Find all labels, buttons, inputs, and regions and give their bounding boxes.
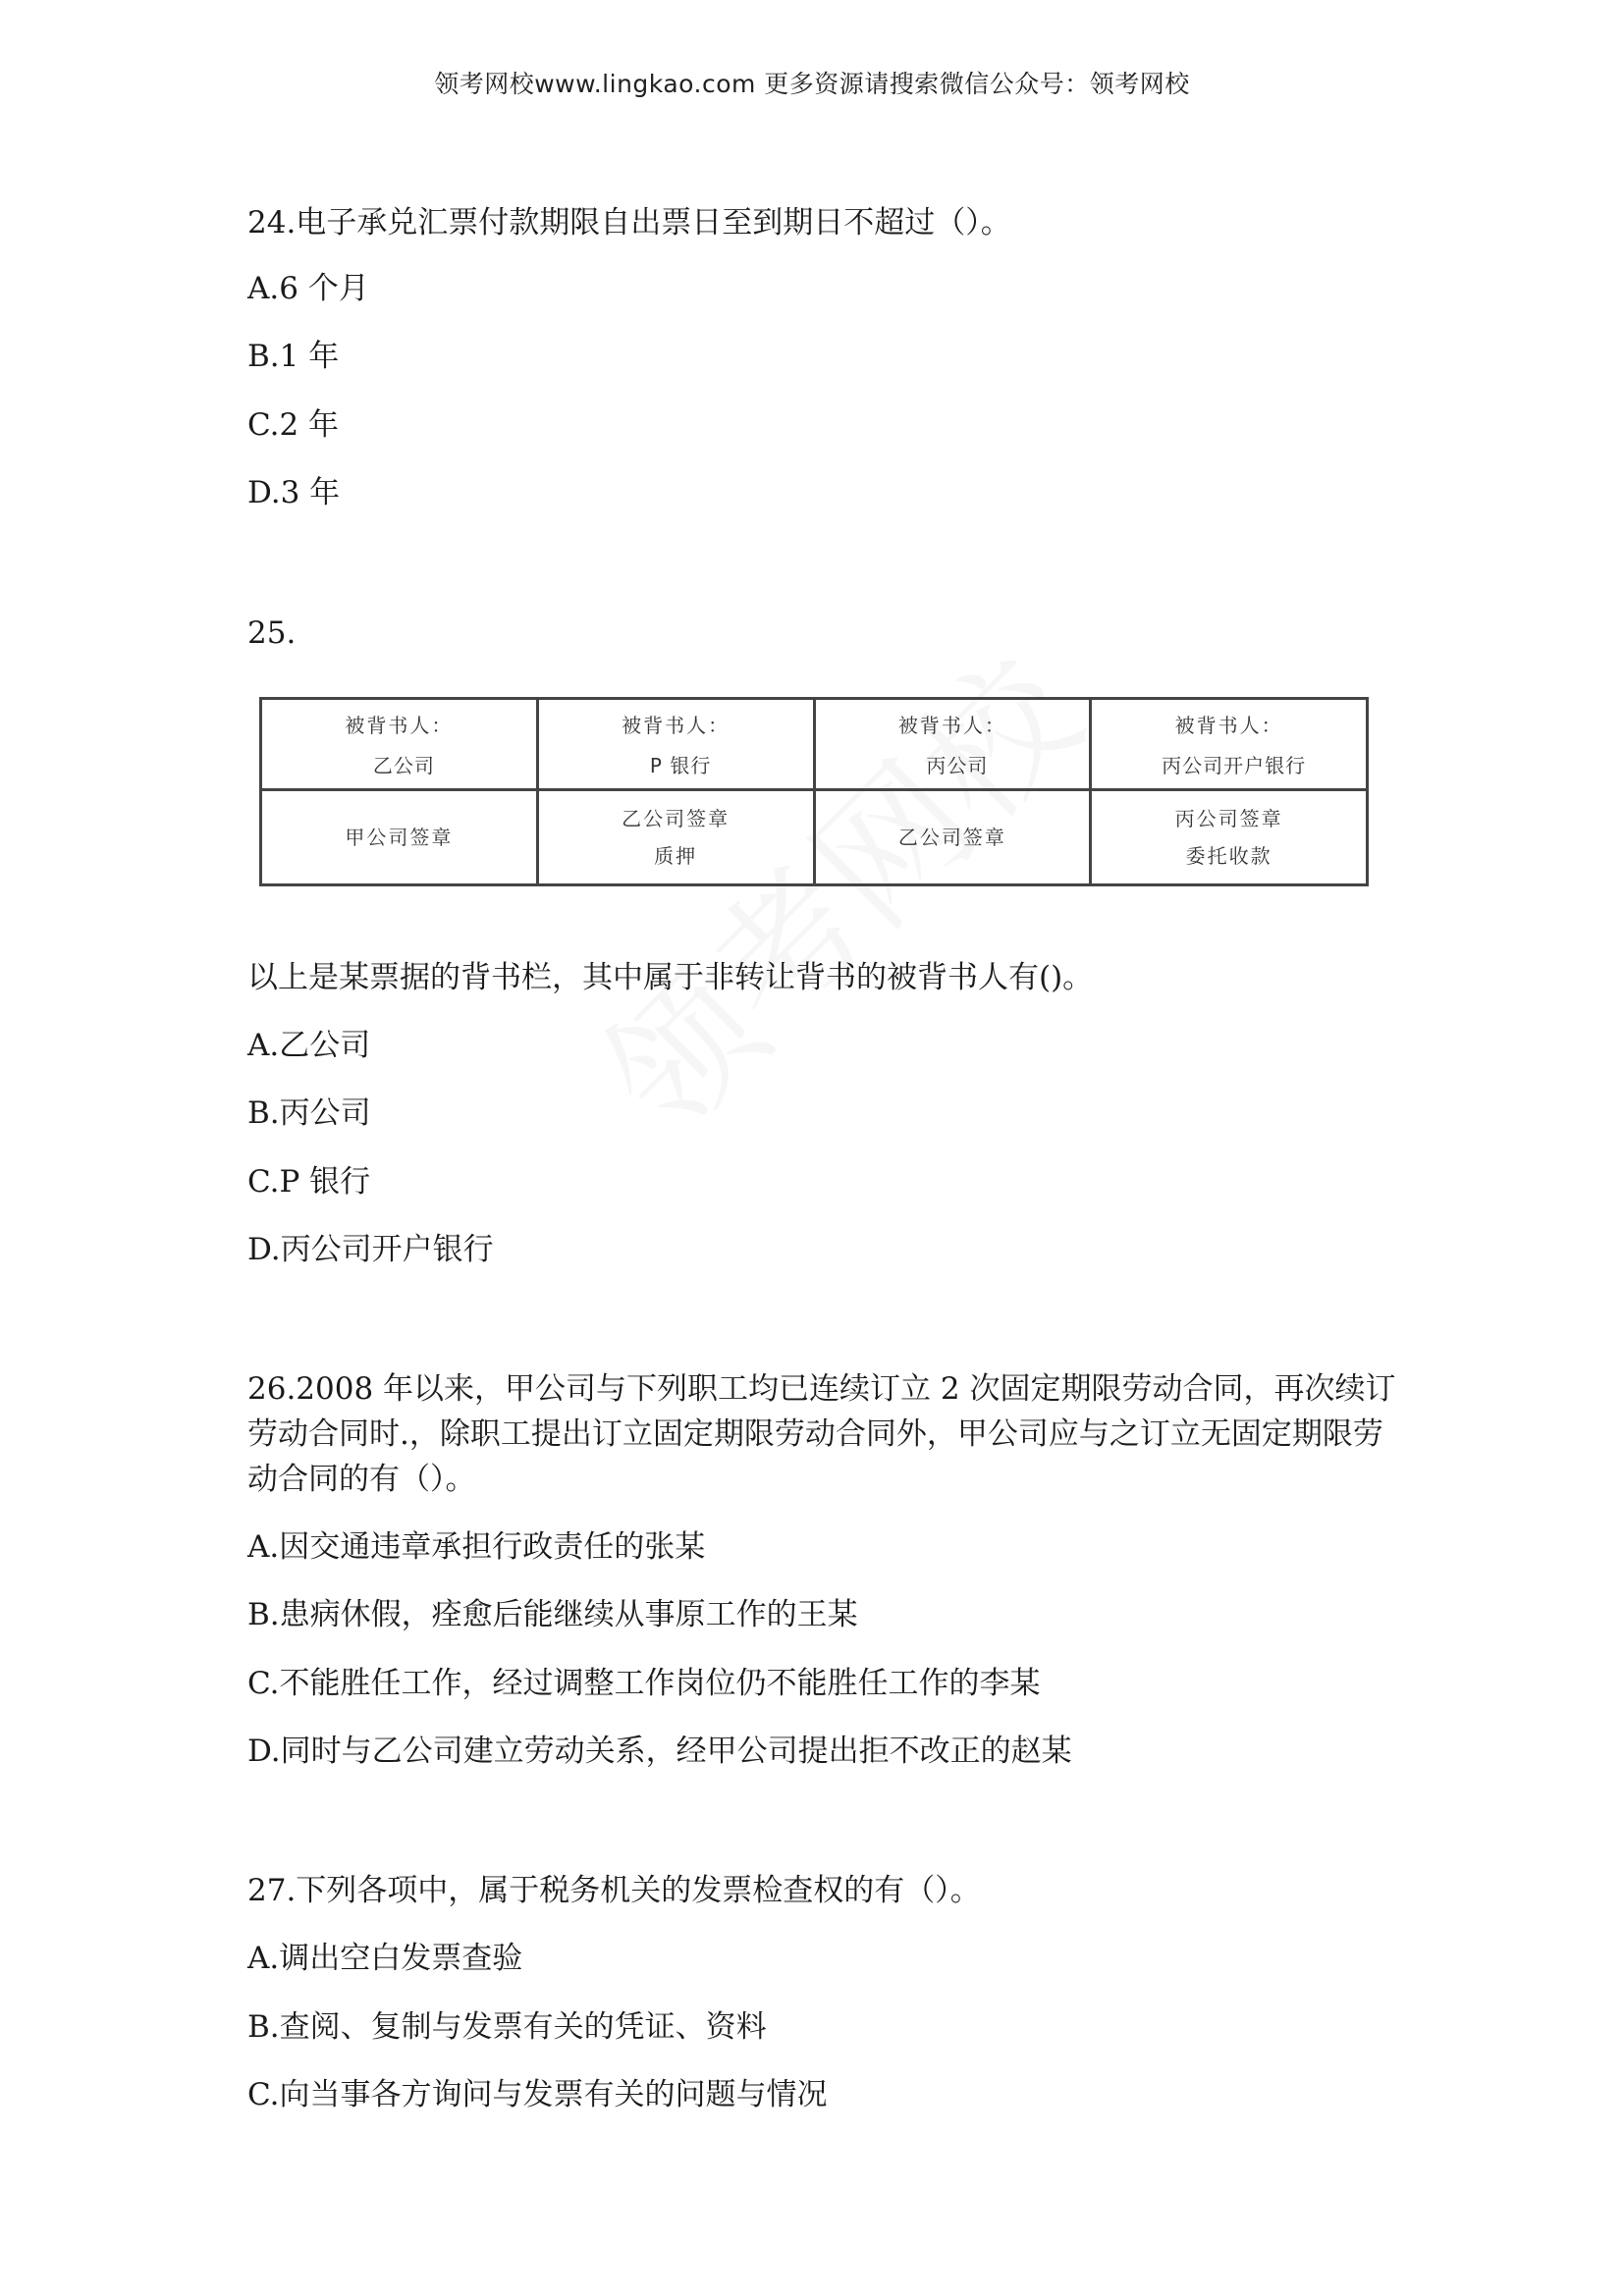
endorsee-label: 被背书人：: [1174, 714, 1283, 737]
question-26-option-b: B.患病休假，痊愈后能继续从事原工作的王某: [247, 1597, 858, 1632]
question-27-option-c: C.向当事各方询问与发票有关的问题与情况: [247, 2077, 828, 2112]
question-27-stem: 27.下列各项中，属于税务机关的发票检查权的有（）。: [247, 1873, 981, 1908]
question-25-option-c: C.P 银行: [247, 1164, 371, 1200]
question-25-number: 25.: [247, 615, 297, 651]
signature-cell: [814, 790, 1091, 885]
question-25-option-d: D.丙公司开户银行: [247, 1232, 494, 1267]
endorsee-label: 被背书人：: [897, 714, 1006, 737]
question-27-option-a: A.调出空白发票查验: [247, 1941, 523, 1976]
endorsement-table: [259, 697, 1369, 886]
question-24-stem: 24.电子承兑汇票付款期限自出票日至到期日不超过（）。: [247, 205, 1011, 240]
signature-line2: 质押: [654, 844, 698, 868]
endorsee-value: P 银行: [649, 754, 712, 777]
endorsee-row: [261, 699, 1368, 790]
endorsee-value: 乙公司: [372, 754, 435, 777]
question-27-option-b: B.查阅、复制与发票有关的凭证、资料: [247, 2009, 767, 2045]
signature-cell: [261, 790, 538, 885]
page-header: 领考网校www.lingkao.com 更多资源请搜索微信公众号：领考网校: [434, 70, 1190, 98]
question-25-option-a: A.乙公司: [247, 1028, 371, 1063]
question-24-option-a: A.6 个月: [247, 271, 369, 306]
question-25-stem: 以上是某票据的背书栏，其中属于非转让背书的被背书人有()。: [247, 960, 1094, 995]
signature-line1: 乙公司签章: [897, 826, 1006, 849]
question-25-option-b: B.丙公司: [247, 1095, 371, 1131]
question-24-option-b: B.1 年: [247, 339, 340, 374]
endorsee-cell: [1091, 699, 1368, 790]
signature-line1: 乙公司签章: [622, 807, 731, 830]
endorsee-label: 被背书人：: [345, 714, 454, 737]
signature-line1: 甲公司签章: [345, 826, 454, 849]
endorsee-label: 被背书人：: [622, 714, 731, 737]
endorsee-cell: [814, 699, 1091, 790]
signature-row: [261, 790, 1368, 885]
question-26-option-a: A.因交通违章承担行政责任的张某: [247, 1529, 706, 1565]
endorsee-cell: [537, 699, 814, 790]
watermark: [550, 605, 1116, 1171]
endorsee-value: 丙公司开户银行: [1162, 754, 1307, 777]
question-26-stem: 26.2008 年以来，甲公司与下列职工均已连续订立 2 次固定期限劳动合同，再次续订劳动合同时.，除职工提出订立固定期限劳动合同外，甲公司应与之订立无固定期限劳动合同的有（）。: [247, 1371, 1396, 1497]
signature-line1: 丙公司签章: [1174, 807, 1283, 830]
signature-cell: [1091, 790, 1368, 885]
question-24-option-d: D.3 年: [247, 475, 341, 510]
question-24-option-c: C.2 年: [247, 407, 340, 443]
endorsee-cell: [261, 699, 538, 790]
question-26-option-c: C.不能胜任工作，经过调整工作岗位仍不能胜任工作的李某: [247, 1666, 1041, 1701]
endorsee-value: 丙公司: [926, 754, 989, 777]
signature-line2: 委托收款: [1185, 844, 1272, 868]
question-26-option-d: D.同时与乙公司建立劳动关系，经甲公司提出拒不改正的赵某: [247, 1734, 1072, 1769]
signature-cell: [537, 790, 814, 885]
